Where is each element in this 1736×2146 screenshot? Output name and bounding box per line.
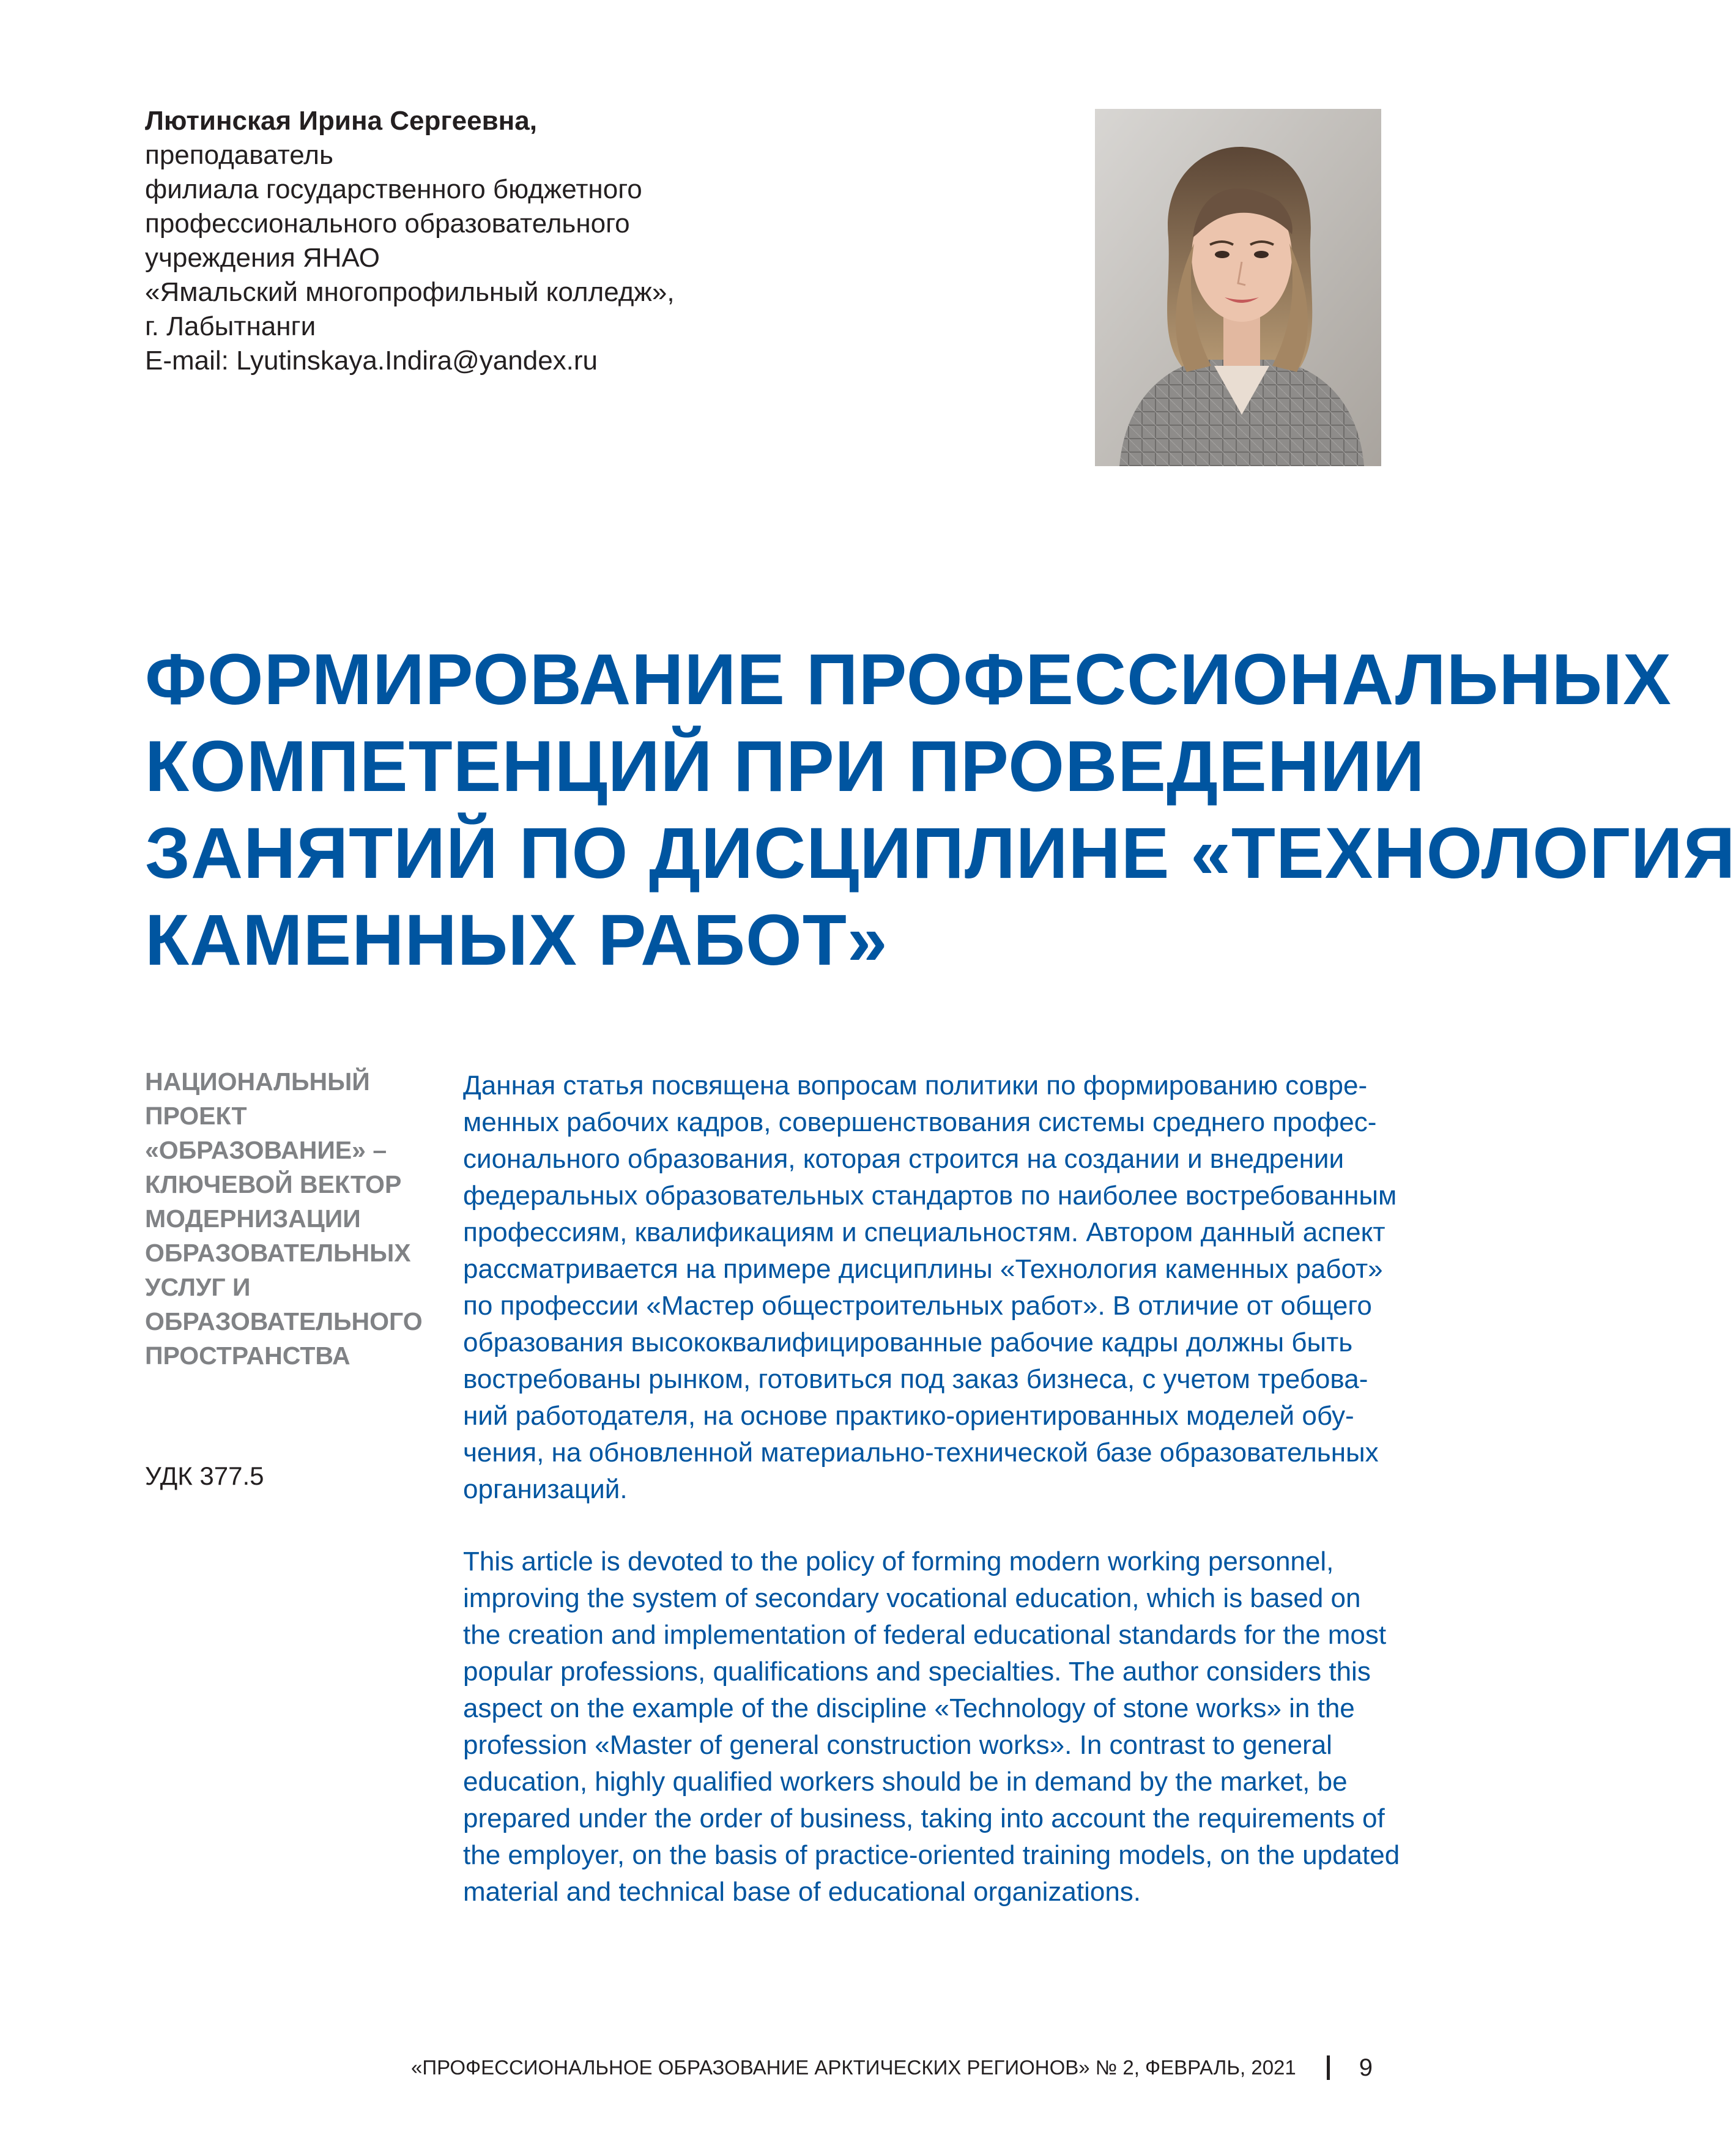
title-line: ЗАНЯТИЙ ПО ДИСЦИПЛИНЕ «ТЕХНОЛОГИЯ [145, 813, 1736, 894]
abstract-line: менных рабочих кадров, совершенствования системы среднего профес- [463, 1107, 1377, 1137]
abstract-line: profession «Master of general construction works». In contrast to general [463, 1730, 1332, 1760]
abstract-english [463, 1543, 1400, 1910]
abstract-line: профессиям, квалификациям и специальностям. Автором данный аспект [463, 1217, 1385, 1247]
abstract-line: ний работодателя, на основе практико-ориентированных моделей обу- [463, 1401, 1354, 1431]
abstract-line: the employer, on the basis of practice-oriented training models, on the updated [463, 1840, 1400, 1870]
udk-code: УДК 377.5 [145, 1461, 264, 1490]
author-affiliation-line: профессионального образовательного [145, 209, 630, 239]
rubric-line: КЛЮЧЕВОЙ ВЕКТОР [145, 1170, 402, 1198]
rubric-line: МОДЕРНИЗАЦИИ [145, 1205, 361, 1233]
title-line: ФОРМИРОВАНИЕ ПРОФЕССИОНАЛЬНЫХ [145, 639, 1672, 720]
author-email: E-mail: Lyutinskaya.Indira@yandex.ru [145, 346, 598, 376]
abstract-line: по профессии «Мастер общестроительных работ». В отличие от общего [463, 1291, 1372, 1321]
abstract-line: рассматривается на примере дисциплины «Технология каменных работ» [463, 1254, 1383, 1284]
abstract-line: improving the system of secondary vocational education, which is based on [463, 1583, 1361, 1613]
author-affiliation-line: учреждения ЯНАО [145, 243, 380, 273]
abstract-line: the creation and implementation of federal educational standards for the most [463, 1620, 1387, 1650]
abstract-line: Данная статья посвящена вопросам политики по формированию совре- [463, 1071, 1368, 1101]
abstract-line: material and technical base of educational organizations. [463, 1877, 1141, 1907]
abstract-russian [463, 1067, 1397, 1508]
abstract-line: сионального образования, которая строится на создании и внедрении [463, 1144, 1345, 1174]
page-footer [411, 2054, 1373, 2081]
rubric-line: ПРОЕКТ [145, 1102, 247, 1130]
author-affiliation-line: филиала государственного бюджетного [145, 174, 642, 204]
abstract-line: федеральных образовательных стандартов по наиболее востребованным [463, 1181, 1397, 1211]
article-title [145, 636, 1736, 984]
rubric-line: ОБРАЗОВАТЕЛЬНЫХ [145, 1239, 411, 1267]
rubric-line: ОБРАЗОВАТЕЛЬНОГО [145, 1307, 423, 1335]
page-number: 9 [1359, 2054, 1373, 2081]
title-line: КОМПЕТЕНЦИЙ ПРИ ПРОВЕДЕНИИ [145, 726, 1425, 807]
author-info [145, 104, 1063, 378]
title-line: КАМЕННЫХ РАБОТ» [145, 900, 888, 981]
abstract-line: This article is devoted to the policy of forming modern working personnel, [463, 1546, 1334, 1576]
rubric-line: НАЦИОНАЛЬНЫЙ [145, 1067, 370, 1096]
abstract-line: востребованы рынком, готовиться под заказ бизнеса, с учетом требова- [463, 1364, 1368, 1394]
abstract-line: образования высококвалифицированные рабочие кадры должны быть [463, 1327, 1353, 1357]
author-position: преподаватель [145, 140, 333, 170]
abstract-line: popular professions, qualifications and specialties. The author considers this [463, 1657, 1371, 1687]
abstract-line: education, highly qualified workers should be in demand by the market, be [463, 1767, 1348, 1797]
author-photo [1095, 109, 1381, 466]
rubric-line: УСЛУГ И [145, 1273, 251, 1301]
abstract-line: чения, на обновленной материально-технической базе образовательных [463, 1438, 1379, 1468]
author-city: г. Лабытнанги [145, 311, 316, 341]
abstract-line: aspect on the example of the discipline «Technology of stone works» in the [463, 1693, 1355, 1723]
abstract-line: организаций. [463, 1474, 628, 1504]
rubric-heading [145, 1064, 463, 1373]
author-portrait-icon [1095, 109, 1381, 466]
author-name: Лютинская Ирина Сергеевна, [145, 106, 537, 136]
journal-name: «ПРОФЕССИОНАЛЬНОЕ ОБРАЗОВАНИЕ АРКТИЧЕСКИХ РЕГИОНОВ» № 2, ФЕВРАЛЬ, 2021 [411, 2056, 1296, 2079]
abstract-line: prepared under the order of business, taking into account the requirements of [463, 1803, 1385, 1833]
rubric-line: «ОБРАЗОВАНИЕ» – [145, 1136, 387, 1164]
author-affiliation-line: «Ямальский многопрофильный колледж», [145, 277, 675, 307]
footer-divider [1327, 2055, 1330, 2080]
rubric-line: ПРОСТРАНСТВА [145, 1342, 351, 1370]
